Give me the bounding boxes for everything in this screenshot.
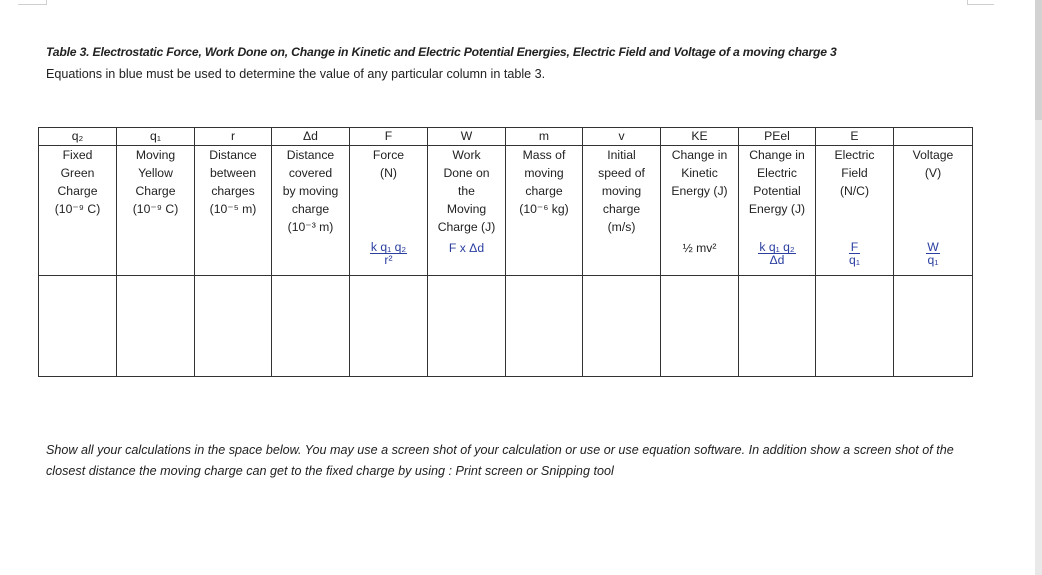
symbol-m: m xyxy=(506,128,583,146)
eq-empty xyxy=(272,241,350,276)
desc-line: (10⁻⁵ m) xyxy=(209,202,257,216)
data-table xyxy=(38,127,973,377)
force-equation xyxy=(370,241,407,266)
desc-delta-d xyxy=(272,146,350,242)
desc-line: charge xyxy=(291,202,330,216)
desc-line: Fixed xyxy=(62,148,93,162)
desc-line: Voltage xyxy=(912,148,954,162)
eq-denominator: r² xyxy=(384,253,393,267)
desc-line: Distance xyxy=(209,148,257,162)
desc-line: Done on xyxy=(443,166,490,180)
desc-line: Charge xyxy=(135,184,176,198)
desc-line: covered xyxy=(288,166,333,180)
desc-v xyxy=(583,146,661,242)
eq-numerator: k q₁ q₂ xyxy=(370,240,407,254)
desc-line: moving xyxy=(601,184,642,198)
desc-line: (N/C) xyxy=(839,184,870,198)
eq-denominator: Δd xyxy=(769,253,785,267)
scrollbar-thumb[interactable] xyxy=(1035,0,1042,120)
desc-r xyxy=(195,146,272,242)
symbol-e: E xyxy=(816,128,894,146)
symbol-f: F xyxy=(350,128,428,146)
desc-line: Field xyxy=(841,166,868,180)
desc-line: Energy (J) xyxy=(671,184,728,198)
desc-q2 xyxy=(39,146,117,242)
page-corner-marker-left xyxy=(18,0,47,5)
desc-line: charges xyxy=(211,184,255,198)
desc-voltage xyxy=(894,146,973,242)
desc-line: Moving xyxy=(135,148,176,162)
table-title: Table 3. Electrostatic Force, Work Done on, Change in Kinetic and Electric Potential Energies, Electric Field and Voltage of a moving charge 3 xyxy=(46,45,837,59)
eq-work xyxy=(428,241,506,276)
eq-empty xyxy=(39,241,117,276)
entry-cell-r[interactable] xyxy=(195,276,272,377)
desc-line: (m/s) xyxy=(607,220,636,234)
desc-line: Kinetic xyxy=(681,166,718,180)
desc-line: Charge (J) xyxy=(437,220,496,234)
desc-line: charge xyxy=(525,184,563,198)
desc-w xyxy=(428,146,506,242)
symbol-row xyxy=(39,128,973,146)
desc-line: speed of xyxy=(598,166,645,180)
description-row xyxy=(39,146,973,242)
desc-line: (10⁻⁹ C) xyxy=(54,202,101,216)
desc-line: Work xyxy=(452,148,481,162)
desc-line: Initial xyxy=(607,148,636,162)
voltage-equation xyxy=(926,241,940,266)
equation-row xyxy=(39,241,973,276)
eq-empty xyxy=(506,241,583,276)
desc-line: between xyxy=(209,166,257,180)
symbol-v: v xyxy=(583,128,661,146)
desc-line: Potential xyxy=(753,184,801,198)
vertical-scrollbar[interactable] xyxy=(1035,0,1042,575)
eq-numerator: F xyxy=(850,240,859,254)
symbol-q1: q₁ xyxy=(117,128,195,146)
entry-cell-v[interactable] xyxy=(583,276,661,377)
entry-cell-delta-d[interactable] xyxy=(272,276,350,377)
entry-cell-q2[interactable] xyxy=(39,276,117,377)
entry-cell-pe[interactable] xyxy=(739,276,816,377)
eq-empty xyxy=(583,241,661,276)
desc-line: by moving xyxy=(282,184,339,198)
desc-pe xyxy=(739,146,816,242)
desc-e xyxy=(816,146,894,242)
desc-line: Moving xyxy=(446,202,487,216)
symbol-delta-d: Δd xyxy=(272,128,350,146)
eq-empty xyxy=(117,241,195,276)
page-corner-marker-right xyxy=(967,0,994,5)
desc-line: moving xyxy=(524,166,564,180)
desc-line: Electric xyxy=(834,148,875,162)
entry-cell-f[interactable] xyxy=(350,276,428,377)
eq-voltage xyxy=(894,241,973,276)
eq-ke xyxy=(661,241,739,276)
table-subtitle: Equations in blue must be used to determine the value of any particular column in table 3. xyxy=(46,67,546,81)
desc-q1 xyxy=(117,146,195,242)
desc-line: Electric xyxy=(757,166,797,180)
field-equation xyxy=(849,241,860,266)
work-equation: F x Δd xyxy=(448,241,485,255)
desc-line: Change in xyxy=(671,148,728,162)
symbol-w: W xyxy=(428,128,506,146)
desc-line: (V) xyxy=(924,166,942,180)
desc-line: (10⁻⁶ kg) xyxy=(519,202,569,216)
desc-line: Energy (J) xyxy=(748,202,806,216)
eq-denominator: q₁ xyxy=(927,253,939,267)
desc-line: Charge xyxy=(57,184,98,198)
desc-line: (10⁻⁹ C) xyxy=(132,202,179,216)
entry-cell-voltage[interactable] xyxy=(894,276,973,377)
desc-m xyxy=(506,146,583,242)
instructions-text: Show all your calculations in the space below. You may use a screen shot of your calculation or use or use equation software. In addition show a screen shot of the closest distance the moving charge can get to the fixed charge by using : Print screen or Snipping tool xyxy=(46,443,954,478)
pe-equation xyxy=(758,241,795,266)
symbol-r: r xyxy=(195,128,272,146)
symbol-pe: PEel xyxy=(739,128,816,146)
desc-line: charge xyxy=(602,202,641,216)
desc-line: Mass of xyxy=(522,148,566,162)
desc-f xyxy=(350,146,428,242)
desc-line: Change in xyxy=(749,148,805,162)
symbol-q2: q₂ xyxy=(39,128,117,146)
desc-line: (10⁻³ m) xyxy=(287,220,334,234)
desc-line: Distance xyxy=(286,148,335,162)
entry-cell-ke[interactable] xyxy=(661,276,739,377)
entry-cell-q1[interactable] xyxy=(117,276,195,377)
desc-line: Green xyxy=(60,166,95,180)
eq-denominator: q₁ xyxy=(849,253,860,267)
eq-pe xyxy=(739,241,816,276)
desc-line: Yellow xyxy=(138,166,173,180)
symbol-ke: KE xyxy=(661,128,739,146)
entry-cell-e[interactable] xyxy=(816,276,894,377)
eq-numerator: k q₁ q₂ xyxy=(759,240,795,254)
desc-line: (N) xyxy=(380,166,397,180)
eq-force xyxy=(350,241,428,276)
desc-line: the xyxy=(458,184,475,198)
entry-cell-w[interactable] xyxy=(428,276,506,377)
eq-e xyxy=(816,241,894,276)
symbol-voltage xyxy=(894,128,973,146)
desc-ke xyxy=(661,146,739,242)
eq-empty xyxy=(195,241,272,276)
ke-equation: ½ mv² xyxy=(682,241,717,255)
data-entry-row xyxy=(39,276,973,377)
entry-cell-m[interactable] xyxy=(506,276,583,377)
desc-line: Force xyxy=(372,148,405,162)
eq-numerator: W xyxy=(927,240,939,254)
